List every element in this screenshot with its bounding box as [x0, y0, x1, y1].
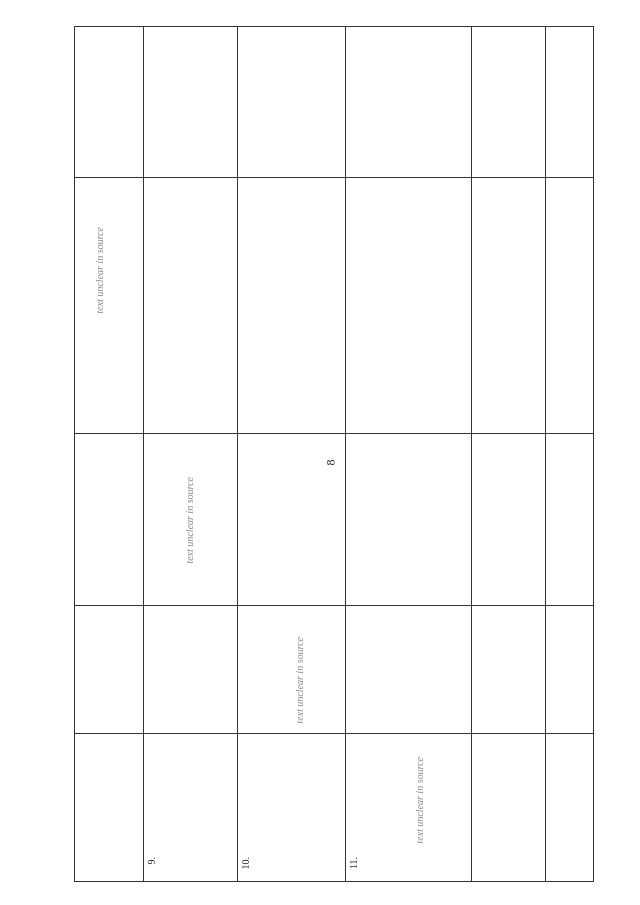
row-11-text: text unclear in source	[415, 757, 426, 844]
col-separator-2	[237, 27, 238, 881]
row-number-10: 10.	[241, 857, 252, 870]
row-number-9: 9.	[147, 857, 158, 865]
col-separator-5	[545, 27, 546, 881]
row-separator-1	[75, 433, 593, 434]
row-separator-3	[75, 733, 593, 734]
row-number-11: 11.	[349, 857, 360, 870]
col-separator-1	[143, 27, 144, 881]
row-9-text: text unclear in source	[185, 477, 196, 564]
col-separator-4	[471, 27, 472, 881]
row-separator-2	[75, 605, 593, 606]
row-10-text: text unclear in source	[295, 637, 306, 724]
col-separator-3	[345, 27, 346, 881]
page-number: 8	[323, 459, 338, 466]
header-text: text unclear in source	[95, 227, 106, 314]
measures-table	[74, 26, 594, 882]
header-separator	[75, 177, 593, 178]
